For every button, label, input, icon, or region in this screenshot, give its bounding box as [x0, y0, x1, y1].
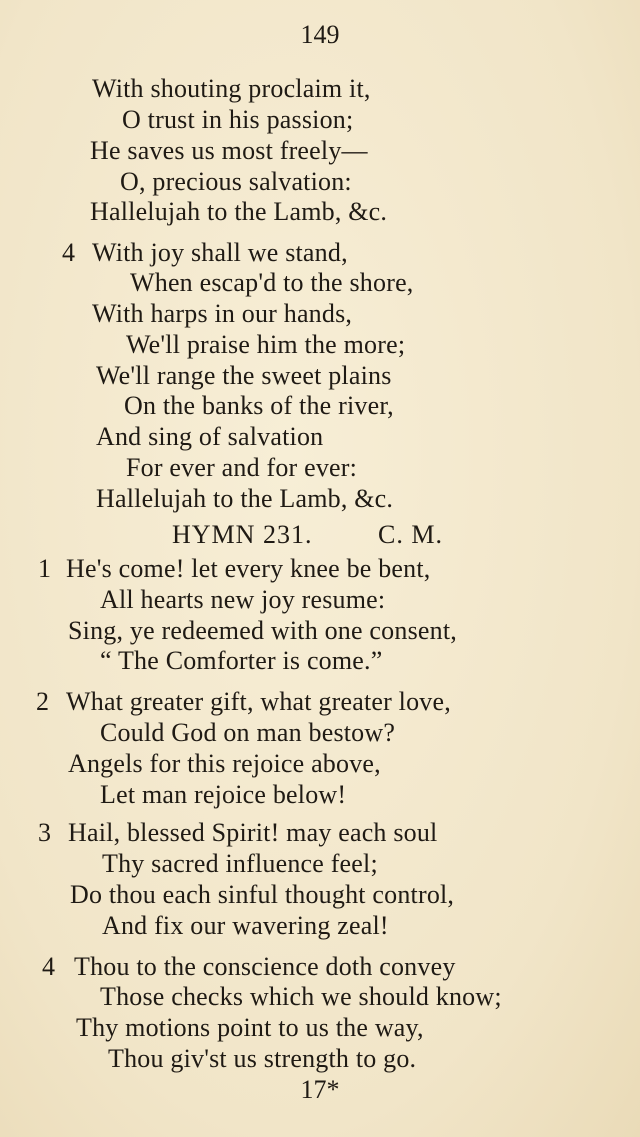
verse-line: What greater gift, what greater love, — [66, 687, 451, 716]
verse-line: He's come! let every knee be bent, — [66, 554, 431, 583]
verse-line: Thy sacred influence feel; — [102, 849, 378, 878]
stanza-number: 2 — [36, 687, 49, 716]
verse-line: For ever and for ever: — [126, 453, 358, 482]
verse-line: All hearts new joy resume: — [100, 585, 386, 614]
verse-line: With harps in our hands, — [92, 299, 353, 328]
verse-line: And sing of salvation — [96, 422, 324, 451]
verse-line: O trust in his passion; — [122, 105, 354, 134]
verse-line: He saves us most freely— — [90, 136, 368, 165]
verse-line: When escap'd to the shore, — [130, 268, 414, 297]
stanza-number: 4 — [42, 952, 55, 981]
hymn-title: HYMN 231. — [172, 520, 313, 549]
verse-line: Could God on man bestow? — [100, 718, 396, 747]
verse-line: Let man rejoice below! — [100, 780, 347, 809]
verse-line: Hallelujah to the Lamb, &c. — [96, 484, 394, 513]
verse-line: With joy shall we stand, — [92, 238, 348, 267]
verse-line: Sing, ye redeemed with one consent, — [68, 616, 457, 645]
stanza-number: 1 — [38, 554, 51, 583]
verse-line: Thou giv'st us strength to go. — [108, 1044, 417, 1073]
signature-mark: 17* — [300, 1075, 340, 1104]
verse-line: Those checks which we should know; — [100, 982, 502, 1011]
verse-line: Angels for this rejoice above, — [68, 749, 381, 778]
page-number: 149 — [300, 20, 340, 49]
verse-line: And fix our wavering zeal! — [102, 911, 389, 940]
verse-line: Thy motions point to us the way, — [76, 1013, 424, 1042]
verse-line: “ The Comforter is come.” — [100, 646, 383, 675]
verse-line: Do thou each sinful thought control, — [70, 880, 455, 909]
verse-line: On the banks of the river, — [124, 391, 394, 420]
verse-line: We'll range the sweet plains — [96, 361, 392, 390]
verse-line: Thou to the conscience doth convey — [74, 952, 456, 981]
verse-line: With shouting proclaim it, — [92, 74, 371, 103]
stanza-number: 3 — [38, 818, 51, 847]
verse-line: Hail, blessed Spirit! may each soul — [68, 818, 438, 847]
stanza-number: 4 — [62, 238, 75, 267]
hymn-meter: C. M. — [378, 520, 443, 549]
verse-line: Hallelujah to the Lamb, &c. — [90, 197, 388, 226]
verse-line: O, precious salvation: — [120, 167, 352, 196]
verse-line: We'll praise him the more; — [126, 330, 406, 359]
